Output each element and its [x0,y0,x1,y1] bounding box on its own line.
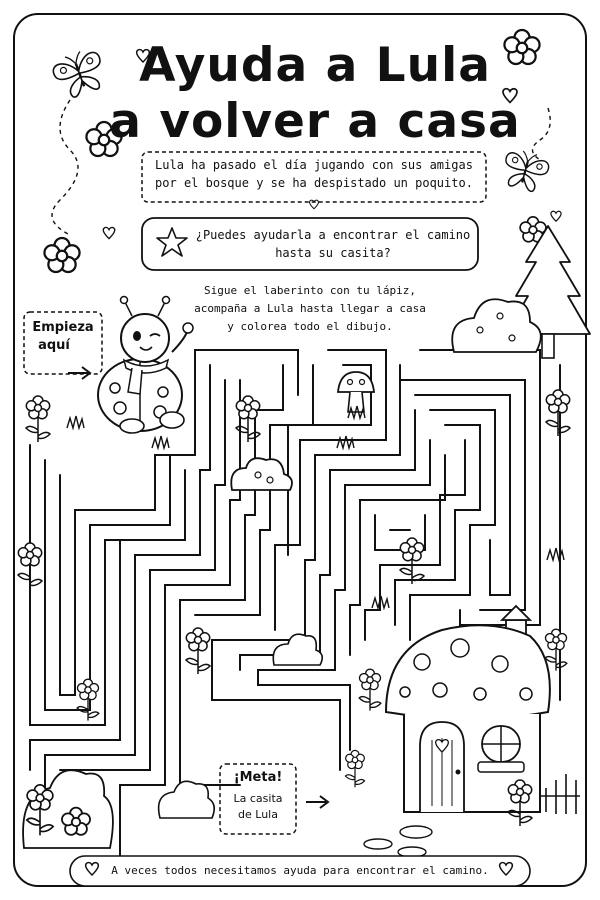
flower-icon [26,396,50,442]
goal-title: ¡Meta! [233,770,283,785]
flower-icon [359,669,381,710]
flower-icon [345,750,364,787]
page-title-line-2: a volver a casa [109,94,521,149]
goal-text: La casita [233,792,283,805]
bush-icon [159,781,215,818]
flower-icon [186,628,210,674]
footer-text: A veces todos necesitamos ayuda para encontrar el camino. [111,864,489,877]
start-label-line-2: aquí [38,338,70,353]
flower-icon [546,390,570,436]
flower-icon [77,679,99,720]
heart-icon [310,200,319,209]
flower-icon [400,538,424,584]
goal-text-line-2: de Lula [238,808,278,821]
question-box [142,218,478,270]
instructions-text-line-2: acompaña a Lula hasta llegar a casa [194,302,426,315]
bush-icon [273,634,322,665]
page-title: Ayuda a Lula [139,38,491,93]
instructions-text: Sigue el laberinto con tu lápiz, [204,284,416,297]
instructions-text-line-3: y colorea todo el dibujo. [227,320,393,333]
mushroom-icon [338,372,374,418]
butterfly-icon [500,147,552,194]
star-icon [157,228,187,256]
heart-icon [103,227,114,238]
butterfly-trail [52,100,78,235]
intro-text-line-2: por el bosque y se ha despistado un poquito. [155,176,473,190]
flower-icon [44,238,79,272]
intro-text: Lula ha pasado el día jugando con sus amigas [155,158,473,172]
arrow-right-icon [306,796,328,808]
question-text: ¿Puedes ayudarla a encontrar el camino [195,228,471,242]
flower-icon [18,543,42,589]
butterfly-trail [533,108,551,160]
question-text-line-2: hasta su casita? [275,246,391,260]
arrow-right-icon [68,367,90,379]
flower-icon [545,629,567,670]
ladybug-character [98,297,193,434]
start-label: Empieza [32,320,94,335]
heart-icon [551,211,561,221]
